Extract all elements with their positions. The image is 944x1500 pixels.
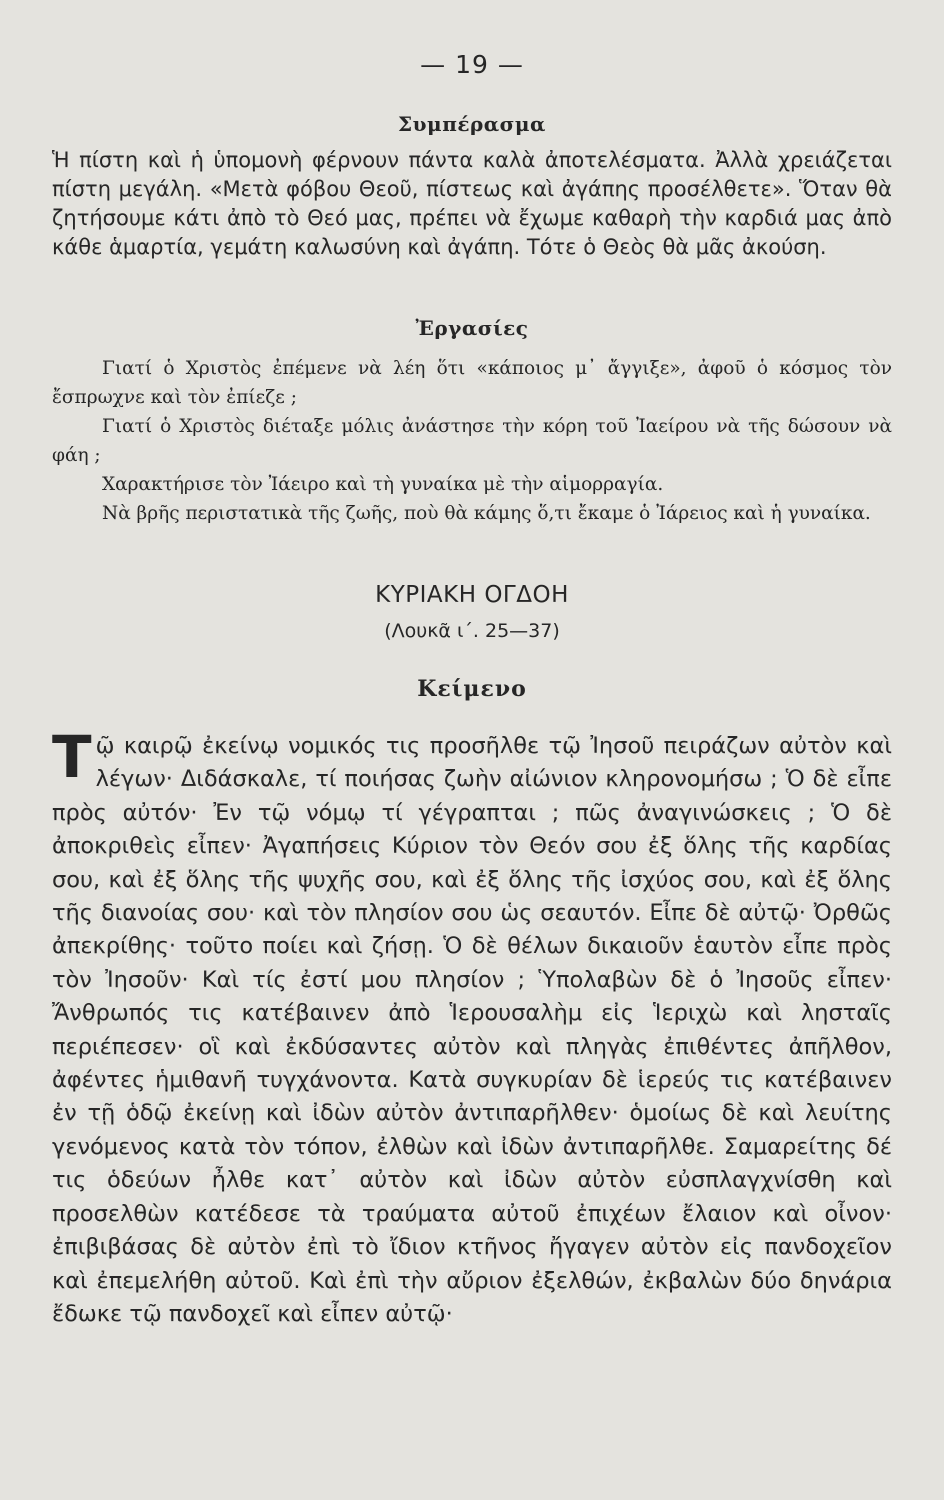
- sunday-title: ΚΥΡΙΑΚΗ ΟΓΔΟΗ: [375, 582, 569, 608]
- exercises-section: [52, 354, 892, 528]
- scripture-paragraph: [52, 723, 892, 1331]
- text-heading: Κείμενο: [417, 676, 527, 702]
- scripture-reference: (Λουκᾶ ι΄. 25—37): [384, 620, 560, 642]
- conclusion-section: [52, 146, 892, 262]
- exercise-item-2: Γιατί ὁ Χριστὸς διέταξε μόλις ἀνάστησε τὴν κόρη τοῦ Ἰαείρου νὰ τῆς δώσουν νὰ φάη ;: [52, 416, 892, 466]
- conclusion-text: Ἡ πίστη καὶ ἡ ὑπομονὴ φέρνουν πάντα καλὰ ἀποτελέσματα. Ἀλλὰ χρειάζεται πίστη μεγάλη. «Μετὰ φόβου Θεοῦ, πίστεως καὶ ἀγάπης προσέλθετε». Ὅταν θὰ ζητήσουμε κάτι ἀπὸ τὸ Θεό μας, πρέπει νὰ ἔχωμε καθαρὴ τὴν καρδιά μας ἀπὸ κάθε ἁμαρτία, γεμάτη καλωσύνη καὶ ἀγάπη. Τότε ὁ Θεὸς θὰ μᾶς ἀκούση.: [52, 148, 892, 259]
- drop-cap: Τ: [52, 723, 92, 791]
- exercise-item-4: Νὰ βρῆς περιστατικὰ τῆς ζωῆς, ποὺ θὰ κάμης ὅ,τι ἔκαμε ὁ Ἰάρειος καὶ ἡ γυναίκα.: [102, 503, 871, 524]
- exercises-heading: Ἐργασίες: [415, 316, 529, 340]
- exercise-item-1: Γιατί ὁ Χριστὸς ἐπέμενε νὰ λέη ὅτι «κάποιος μ᾽ ἄγγιξε», ἀφοῦ ὁ κόσμος τὸν ἔσπρωχνε καὶ τὸν ἐπίεζε ;: [52, 358, 892, 408]
- scripture-text: [52, 723, 892, 1331]
- scripture-body: ῷ καιρῷ ἐκείνῳ νομικός τις προσῆλθε τῷ Ἰησοῦ πειράζων αὐτὸν καὶ λέγων· Διδάσκαλε, τί ποιήσας ζωὴν αἰώνιον κληρονομήσω ; Ὁ δὲ εἶπε πρὸς αὐτόν· Ἐν τῷ νόμῳ τί γέγραπται ; πῶς ἀναγινώσκεις ; Ὁ δὲ ἀποκριθεὶς εἶπεν· Ἀγαπήσεις Κύριον τὸν Θεόν σου ἐξ ὅλης τῆς καρδίας σου, καὶ ἐξ ὅλης τῆς ψυχῆς σου, καὶ ἐξ ὅλης τῆς ἰσχύος σου, καὶ ἐξ ὅλης τῆς διανοίας σου· καὶ τὸν πλησίον σου ὡς σεαυτόν. Εἶπε δὲ αὐτῷ· Ὀρθῶς ἀπεκρίθης· τοῦτο ποίει καὶ ζήσῃ. Ὁ δὲ θέλων δικαιοῦν ἑαυτὸν εἶπε πρὸς τὸν Ἰησοῦν· Καὶ τίς ἐστί μου πλησίον ; Ὑπολαβὼν δὲ ὁ Ἰησοῦς εἶπεν· Ἄνθρωπός τις κατέβαινεν ἀπὸ Ἱερουσαλὴμ εἰς Ἱεριχὼ καὶ λησταῖς περιέπεσεν· οἳ καὶ ἐκδύσαντες αὐτὸν καὶ πληγὰς ἐπιθέντες ἀπῆλθον, ἀφέντες ἡμιθανῆ τυγχάνοντα. Κατὰ συγκυρίαν δὲ ἱερεύς τις κατέβαινεν ἐν τῇ ὁδῷ ἐκείνῃ καὶ ἰδὼν αὐτὸν ἀντιπαρῆλθεν· ὁμοίως δὲ καὶ λευίτης γενόμενος κατὰ τὸν τόπον, ἐλθὼν καὶ ἰδὼν ἀντιπαρῆλθε. Σαμαρείτης δέ τις ὁδεύων ἦλθε κατ᾽ αὐτὸν καὶ ἰδὼν αὐτὸν εὐσπλαγχνίσθη καὶ προσελθὼν κατέδεσε τὰ τραύματα αὐτοῦ ἐπιχέων ἔλαιον καὶ οἶνον· ἐπιβιβάσας δὲ αὐτὸν ἐπὶ τὸ ἴδιον κτῆνος ἤγαγεν αὐτὸν εἰς πανδοχεῖον καὶ ἐπεμελήθη αὐτοῦ. Καὶ ἐπὶ τὴν αὔριον ἐξελθών, ἐκβαλὼν δύο δηνάρια ἔδωκε τῷ πανδοχεῖ καὶ εἶπεν αὐτῷ·: [52, 733, 892, 1327]
- conclusion-heading: Συμπέρασμα: [398, 112, 546, 136]
- page-number: — 19 —: [420, 50, 524, 79]
- exercise-item-3: Χαρακτήρισε τὸν Ἰάειρο καὶ τὴ γυναίκα μὲ τὴν αἱμορραγία.: [102, 474, 664, 495]
